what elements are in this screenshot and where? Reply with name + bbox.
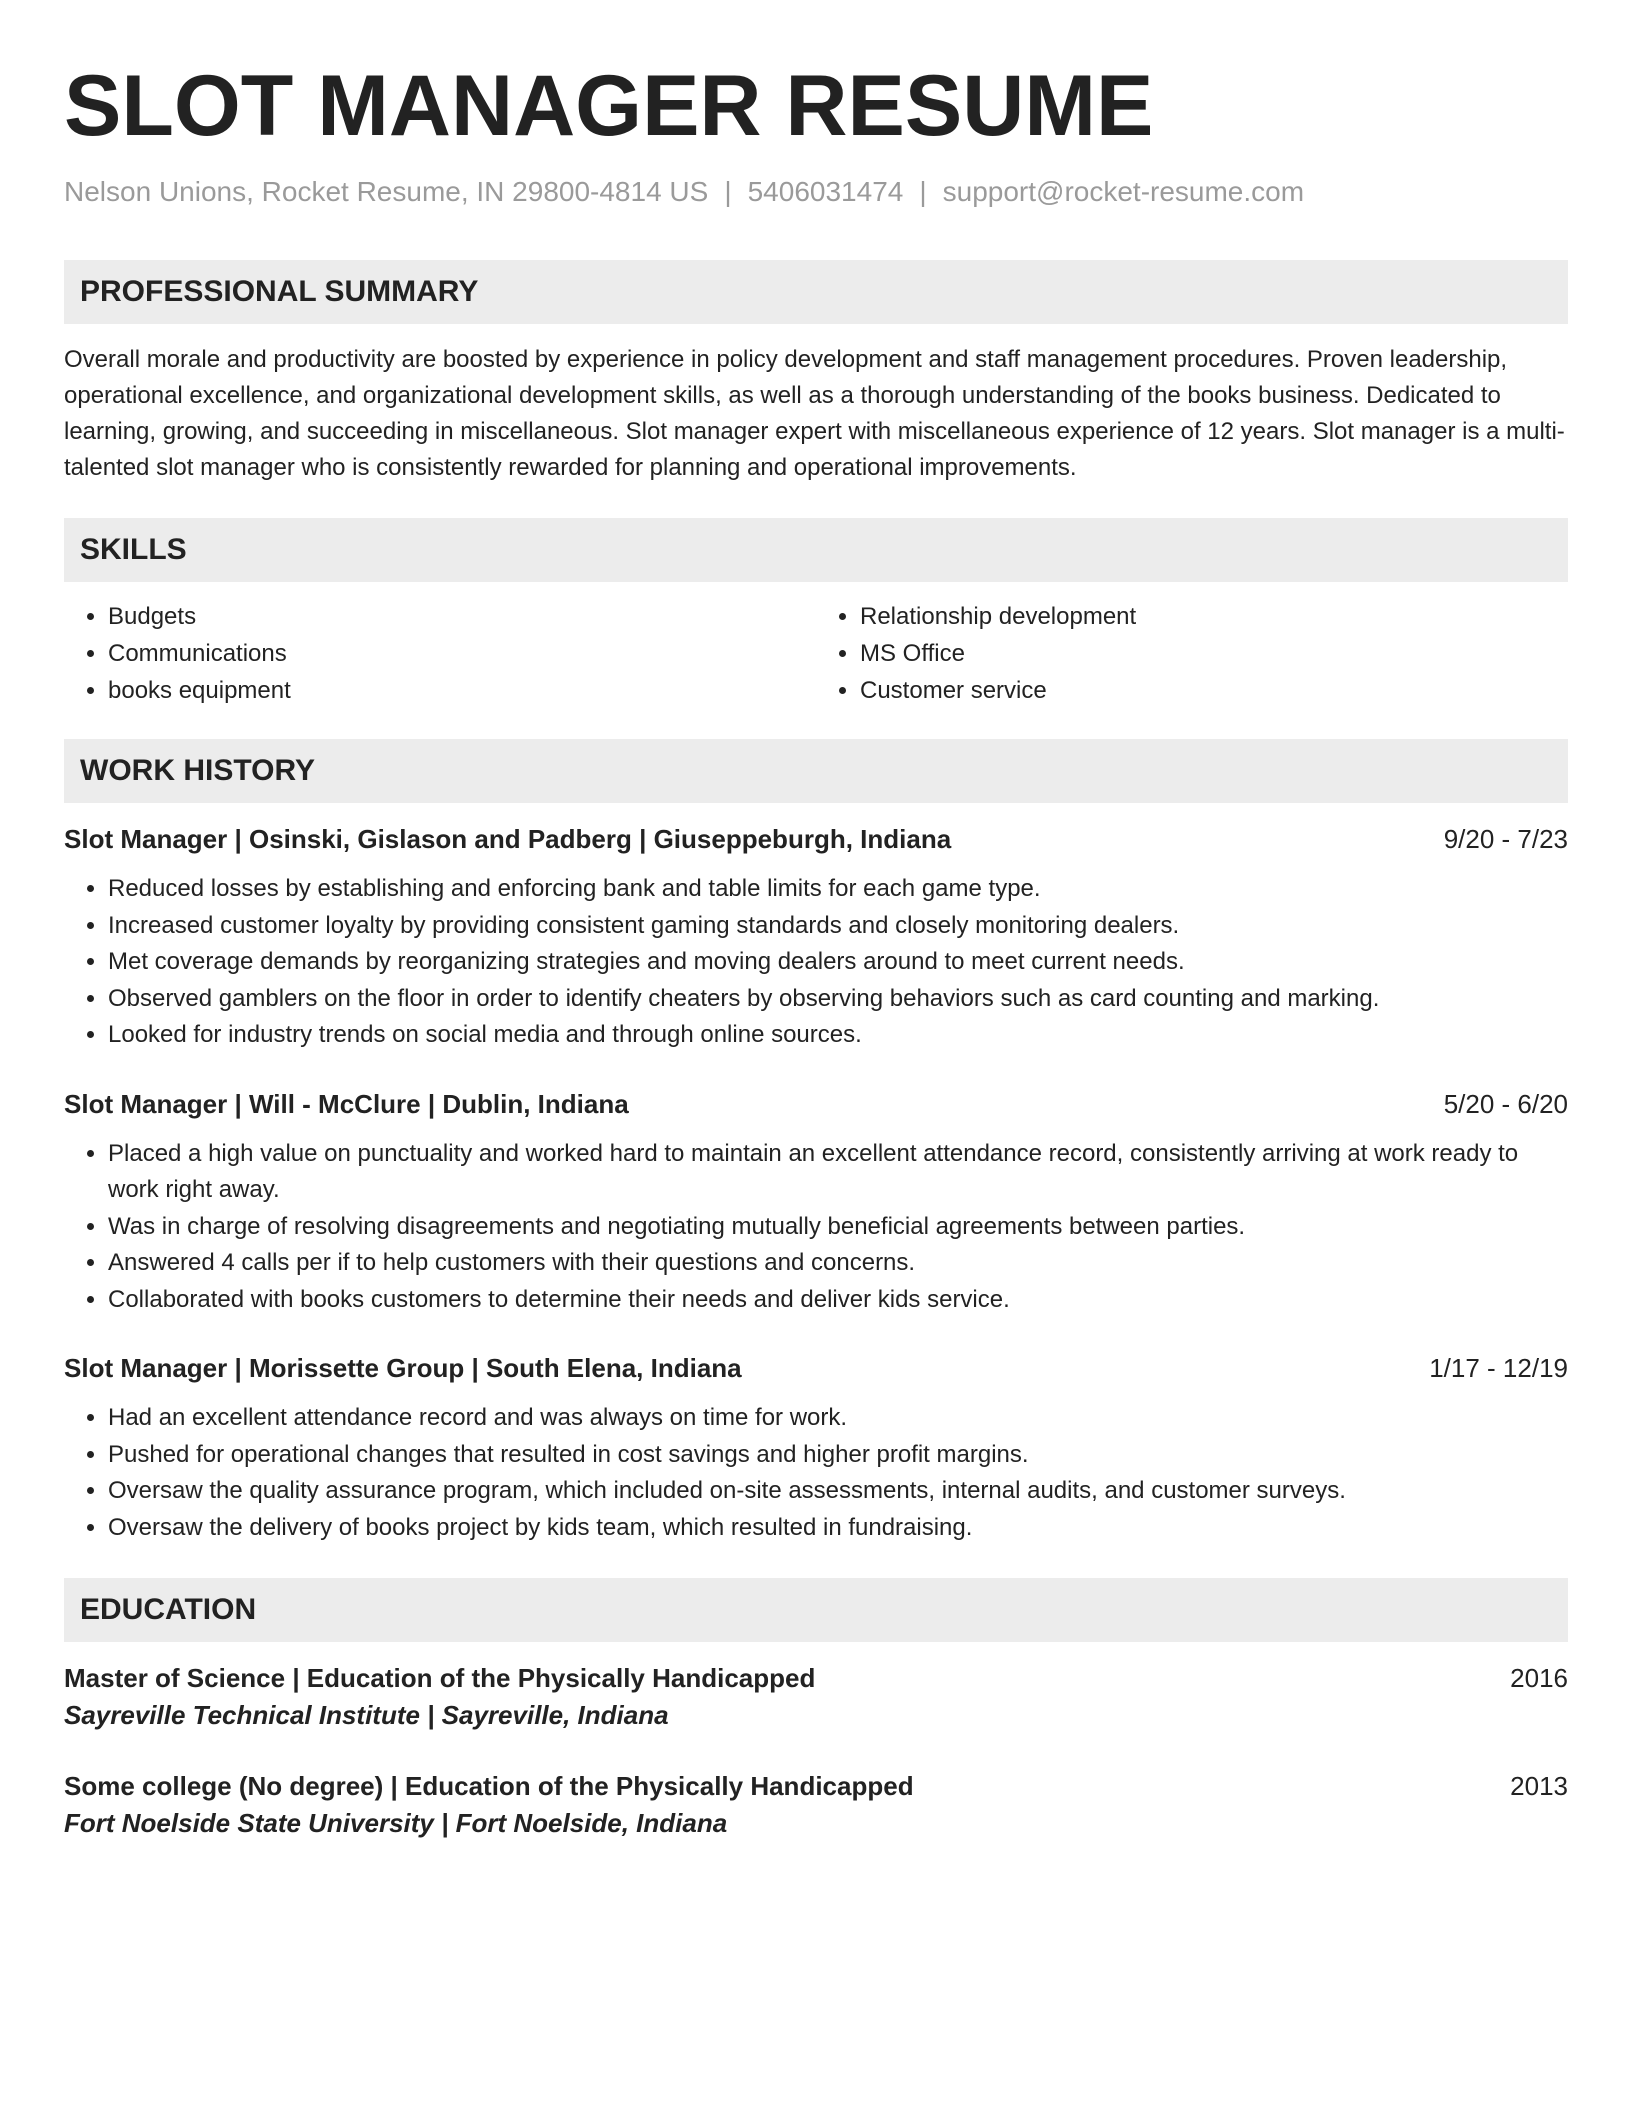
contact-line: [64, 174, 1568, 210]
contact-separator: |: [919, 176, 927, 207]
education-year: 2013: [1510, 1771, 1568, 1801]
contact-separator: |: [724, 176, 732, 207]
skill-item: • Budgets: [108, 598, 816, 635]
skill-item: • Customer service: [860, 672, 1568, 709]
job-bullets: [64, 871, 1568, 1054]
education-school: Fort Noelside State University | Fort Noelside, Indiana: [64, 1808, 728, 1838]
job-bullet: • Oversaw the delivery of books project by kids team, which resulted in fundraising.: [108, 1510, 1568, 1547]
skill-item: • books equipment: [108, 672, 816, 709]
summary-section-header: PROFESSIONAL SUMMARY: [64, 260, 1568, 324]
job-bullet: • Increased customer loyalty by providing consistent gaming standards and closely monitoring dealers.: [108, 908, 1568, 945]
job-bullet: • Collaborated with books customers to determine their needs and deliver kids service.: [108, 1282, 1568, 1319]
job-bullet: • Answered 4 calls per if to help customers with their questions and concerns.: [108, 1245, 1568, 1282]
education-year: 2016: [1510, 1663, 1568, 1693]
job-bullet: • Reduced losses by establishing and enforcing bank and table limits for each game type.: [108, 871, 1568, 908]
resume-title: SLOT MANAGER RESUME: [64, 58, 1154, 154]
education-degree: Master of Science | Education of the Physically Handicapped: [64, 1663, 816, 1693]
job-header-row: [64, 1086, 1568, 1122]
job-bullet: • Met coverage demands by reorganizing strategies and moving dealers around to meet current needs.: [108, 944, 1568, 981]
job-bullets: [64, 1400, 1568, 1546]
job-title: Slot Manager | Morissette Group | South Elena, Indiana: [64, 1353, 742, 1383]
summary-text: Overall morale and productivity are boosted by experience in policy development and staff management procedures. Proven leadership, operational excellence, and organizational development skills, as well as a thorough understanding of the books business. Dedicated to learning, growing, and succeeding in miscellaneous. Slot manager expert with miscellaneous experience of 12 years. Slot manager is a multi-talented slot manager who is consistently rewarded for planning and operational improvements.: [64, 346, 1565, 481]
job-bullet: • Placed a high value on punctuality and worked hard to maintain an excellent attendance record, consistently arriving at work ready to work right away.: [108, 1136, 1568, 1209]
job-bullet: • Looked for industry trends on social media and through online sources.: [108, 1017, 1568, 1054]
skills-grid: [64, 598, 1568, 709]
skill-item: • Relationship development: [860, 598, 1568, 635]
job-dates: 1/17 - 12/19: [1429, 1353, 1568, 1383]
contact-email: support@rocket-resume.com: [942, 176, 1305, 207]
skill-item: • Communications: [108, 635, 816, 672]
job-bullets: [64, 1136, 1568, 1319]
skill-item: • MS Office: [860, 635, 1568, 672]
job-entry: [64, 1086, 1568, 1319]
job-bullet: • Was in charge of resolving disagreements and negotiating mutually beneficial agreements between parties.: [108, 1209, 1568, 1246]
education-header-row: [64, 1660, 1568, 1696]
job-bullet: • Oversaw the quality assurance program, which included on-site assessments, internal audits, and customer surveys.: [108, 1473, 1568, 1510]
work-history-section-header: WORK HISTORY: [64, 739, 1568, 803]
contact-address: Nelson Unions, Rocket Resume, IN 29800-4814 US: [64, 176, 709, 207]
education-degree: Some college (No degree) | Education of the Physically Handicapped: [64, 1771, 914, 1801]
job-bullet: • Observed gamblers on the floor in order to identify cheaters by observing behaviors such as card counting and marking.: [108, 981, 1568, 1018]
job-entry: [64, 1350, 1568, 1546]
skills-column-left: [64, 598, 816, 709]
skills-column-right: [816, 598, 1568, 709]
job-title: Slot Manager | Osinski, Gislason and Padberg | Giuseppeburgh, Indiana: [64, 824, 952, 854]
job-bullet: • Pushed for operational changes that resulted in cost savings and higher profit margins.: [108, 1437, 1568, 1474]
education-entry: [64, 1660, 1568, 1734]
skills-section-header: SKILLS: [64, 518, 1568, 582]
job-dates: 9/20 - 7/23: [1443, 824, 1568, 854]
education-entry: [64, 1768, 1568, 1842]
job-dates: 5/20 - 6/20: [1443, 1088, 1568, 1119]
education-school: Sayreville Technical Institute | Sayreville, Indiana: [64, 1700, 669, 1730]
education-section-header: EDUCATION: [64, 1578, 1568, 1642]
job-entry: [64, 821, 1568, 1054]
education-header-row: [64, 1768, 1568, 1804]
job-header-row: [64, 1350, 1568, 1386]
contact-phone: 5406031474: [747, 176, 904, 207]
job-title: Slot Manager | Will - McClure | Dublin, Indiana: [64, 1088, 629, 1119]
job-bullet: • Had an excellent attendance record and was always on time for work.: [108, 1400, 1568, 1437]
job-header-row: [64, 821, 1568, 857]
